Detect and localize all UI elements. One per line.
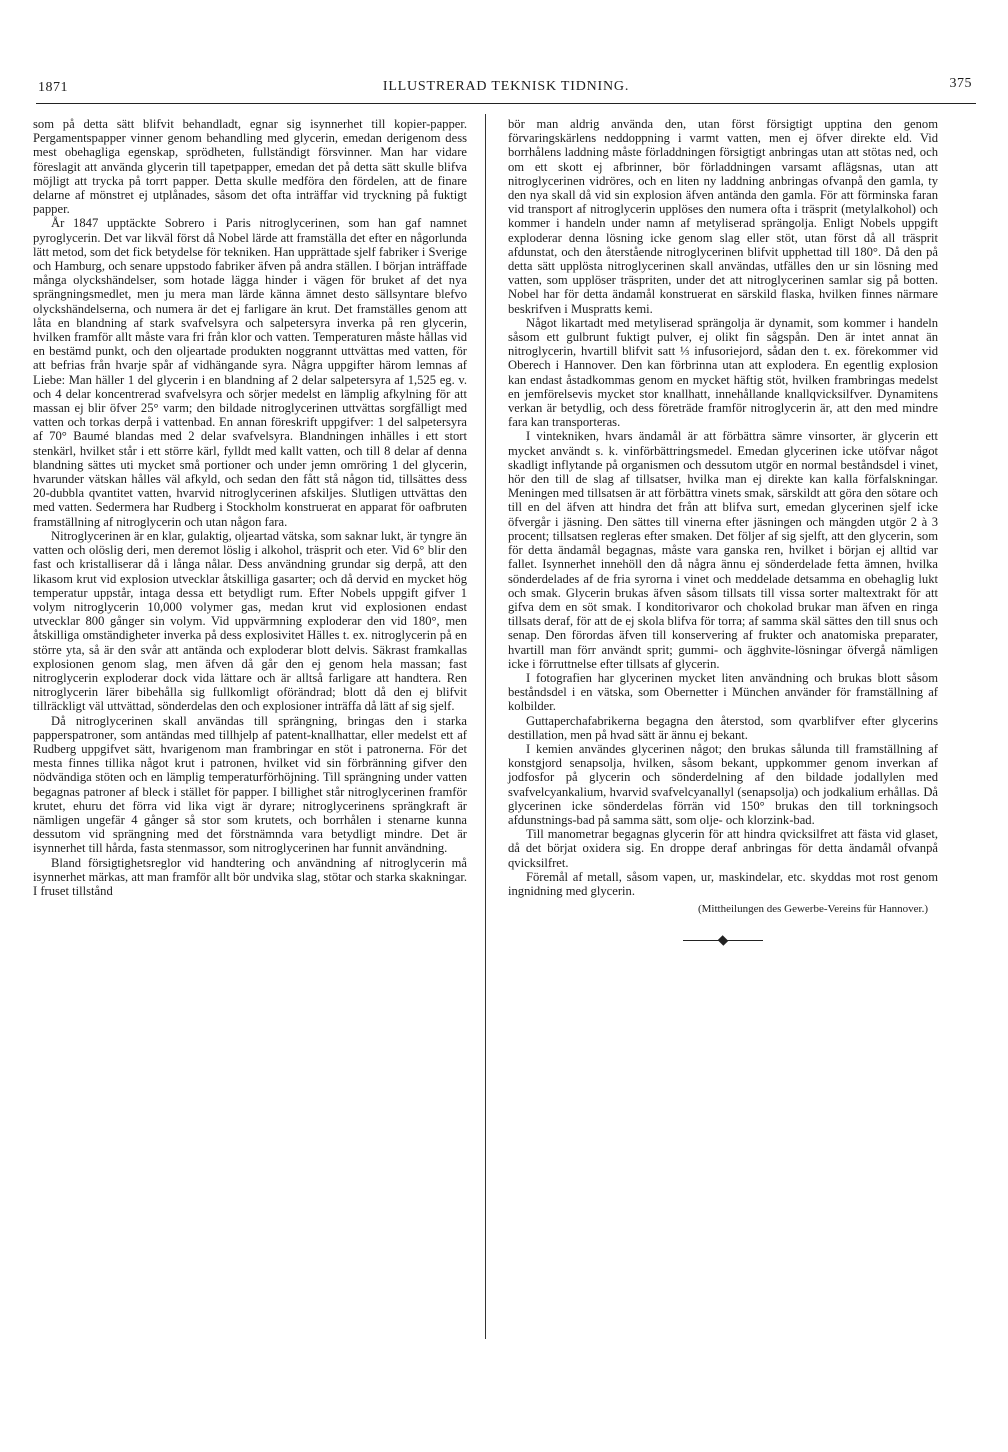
paragraph: Guttaperchafabrikerna begagna den återstod, som qvarblifver efter glycerins destillation, men på hvad sätt är ännu ej bekant.	[508, 713, 938, 742]
header-rule	[36, 103, 976, 104]
journal-title: ILLUSTRERAD TEKNISK TIDNING.	[382, 79, 630, 94]
right-column	[508, 117, 938, 947]
paragraph: År 1847 upptäckte Sobrero i Paris nitroglycerinen, som han gaf namnet pyroglycerin. Det var likväl först då Nobel lärde att framställa det efter en någorlunda lätt metod, som det fick betydelse för tekniken. Han upprättade sjelf fabriker i Sverige och Hamburg, och senare uppstodo fabriker äfven på andra ställen. I början inträffade många olyckshändelser, som hotade lägga hinder i vägen för bruket af det nya sprängningsmedlet, men ju mera man lärde känna ämnet desto sällsyntare blefvo olyckshändelserna, och numera är det ej farligare än krut. Det framställes genom att låta en blandning af stark svafvelsyra och salpetersyra inverka på ren glycerin, hvilken framför allt måste vara fri från klor och vatten. Temperaturen måste hållas vid en bestämd punkt, och den oljeartade produkten noggrannt uttvättas med vatten, för att befrias från hvarje spår af vidhängande syra. Några uppgifter härom lemnas af Liebe: Man häller 1 del glycerin i en blandning af 2 delar salpetersyra af 1,525 eg. v. och 4 delar koncentrerad svafvelsyra och sörjer medelst en lämplig afkylning för att massan ej blir öfver 25° varm; den bildade nitroglycerinen uttvättas sorgfälligt med vatten och torkas derpå i vattenbad. En annan föreskrift uppgifver: 1 del salpetersyra af 70° Baumé blandas med 2 delar svafvelsyra. Blandningen inhälles i ett stort stenkärl, hvilket står i ett större kärl, fylldt med kallt vatten, och till 8 delar af denna blandning sättes uti mycket små portioner och under jemn omröring 1 del glycerin, hvarunder vätskan hålles väl afkyld, och sedan den fått stå någon tid, tillsättes dess 20-dubbla qvantitet vatten, hvarvid nitroglycerinen afskiljes. Slutligen uttvättas den med vatten. Sedermera har Rudberg i Stockholm konstruerat en apparat för oafbruten framställning af nitroglycerin och utan någon fara.	[33, 216, 467, 529]
end-ornament	[681, 932, 765, 946]
paragraph: Nitroglycerinen är en klar, gulaktig, oljeartad vätska, som saknar lukt, är tyngre än vatten och olöslig deri, men deremot löslig i alkohol, träsprit och eter. Vid 6° blir den fast och kristalliserar då i långa nålar. Dess användning grundar sig derpå, att den likasom krut vid explosion utvecklar åtskilliga gasarter; och då dervid en mycket hög temperatur uppstår, intaga dessa ett betydligt rum. Efter Nobels uppgift gifver 1 volym nitroglycerin 10,000 volymer gas, medan krut vid explosionen endast utvecklar 800 gånger sin volym. Vid uppvärmning exploderar den vid 180°, men åtskilliga omständigheter inverka på dess explosivitet Hälles t. ex. nitroglycerin på en större yta, så är den svår att antända och exploderar blott delvis. Säkrast framkallas explosionen genom slag, men äfven då går den ej genom hela massan; fast nitroglycerin exploderar dock vida lättare och är alltså farligare att handtera. Ren nitroglycerin lärer bibehålla sig fullkomligt oförändrad; blott då den ej blifvit tillräckligt väl uttvättad, sönderdelas den och explosioner inträffa då lätt af sig sjelf.	[33, 528, 467, 714]
paragraph: Bland försigtighetsreglor vid handtering och användning af nitroglycerin må isynnerhet märkas, att man framför allt bör undvika slag, stötar och starka skakningar. I fruset tillstånd	[33, 855, 467, 898]
paragraph: I fotografien har glycerinen mycket liten användning och brukas blott såsom beståndsdel i en vätska, som Obernetter i München använder för framställning af kolbilder.	[508, 670, 938, 714]
paragraph: bör man aldrig använda den, utan först försigtigt upptina den genom förvaringskärlens neddoppning i varmt vatten, men ej öfver direkte eld. Vid borrhålens laddning måste förladdningen försigtigt anbringas utan att stötas ned, och om ett skott ej afbrinner, bör förladdningen varsamt aflägsnas, utan att nitroglycerinen vidröres, och en liten ny laddning anbringas ofvanpå den gamla, ty den nya skall då vid sin explosion äfven antända den gamla. För att förminska faran vid transport af nitroglycerin upplöses den numera ofta i träsprit (metylalkohol) och kommer i handeln under namn af metyliserad sprängolja. Enligt Nobels uppgift exploderar denna lösning icke genom slag eller stöt, utan först då all träsprit afdunstat, och den återstående nitroglycerinen blifvit upphettad till 180°. Då den på detta sätt upplösta nitroglycerinen skall användas, utfälles den ur sin lösning med vatten, som upplöser träspriten, under det att nitroglycerinen samlar sig på botten. Nobel har för detta ändamål konstruerat en särskild flaska, hvilken finnes närmare beskrifven i Muspratts kemi.	[508, 117, 938, 316]
page-number: 375	[949, 76, 972, 91]
paragraph: Något likartadt med metyliserad sprängolja är dynamit, som kommer i handeln såsom ett gulbrunt fuktigt pulver, ej olikt fin sågspån. Den är intet annat än nitroglycerin, hvartill blifvit satt ⅓ infusoriejord, sådan den t. ex. förekommer vid Oberech i Hannover. Den kan förbrinna utan att explodera. En egentlig explosion kan endast åstadkommas genom en mycket häftig stöt, hvilken frambringas medelst en jemförelsevis mycket stor knallhatt, innehållande knallqvicksilfver. Dynamitens verkan är betydlig, och dess företräde framför nitroglycerin är, att den med mindre fara kan transporteras.	[508, 315, 938, 430]
source-citation: (Mittheilungen des Gewerbe-Vereins für Hannover.)	[697, 903, 928, 916]
paragraph: som på detta sätt blifvit behandladt, egnar sig isynnerhet till kopier-papper. Pergamentspapper vinner genom behandling med glycerin, emedan derigenom dess mest obehagliga egenskap, sprödheten, fullständigt försvinner. Man har vidare föreslagit att använda glycerin till tapetpapper, emedan det på detta sätt skulle blifva möjligt att trycka på torrt papper. Detta skulle medföra den fördelen, att de finare delarne af mönstret ej utplånades, såsom det ofta inträffar vid tryckning på fuktigt papper.	[33, 117, 467, 217]
column-divider	[485, 114, 486, 1339]
page-header	[36, 76, 976, 100]
left-column	[33, 117, 467, 898]
paragraph: I vintekniken, hvars ändamål är att förbättra sämre vinsorter, är glycerin ett mycket användt s. k. vinförbättringsmedel. Emedan glycerinen icke utöfvar något skadligt inflytande på organismen och dessutom utgör en normal beståndsdel i vinet, hör den till de slag af tillsatser, hvilka man ej direkte kan kalla förfalskningar. Meningen med tillsatsen är att förbättra vinets smak, särskildt att göra den sötare och till en del äfven att hindra det från att blifva surt, emedan glycerinen sjelf icke öfvergår i jäsning. Den sättes till vinerna efter jäsningen och mängden utgör 2 à 3 procent; tillsatsen regleras efter smaken. Det följer af sig sjelft, att den glycerin, som för detta ändamål begagnas, måste vara ganska ren, hvilket i början ej alltid var fallet. Isynnerhet innehöll den då några ännu ej sönderdelade fetta ämnen, hvilka sönderdelades af de fria syrorna i vinet och meddelade detsamma en obehaglig lukt och smak. Glycerin brukas äfven såsom tillsats till vissa sorter maltextrakt för att gifva dem en söt smak. I konditorivaror och chokolad brukar man äfven en ringa tillsats deraf, för att de ej skola blifva för torra; af samma skäl sättes den till snus och senap. Den förordas äfven till konservering af frukter och anatomiska preparater, hvartill man förr användt sprit; gummi- och ägghvite-lösningar öfvergå nämligen icke i förruttnelse efter tillsats af glycerin.	[508, 429, 938, 671]
paragraph: I kemien användes glycerinen något; den brukas sålunda till framställning af konstgjord senapsolja, hvilken, såsom bekant, uppkommer genom inverkan af jodfosfor på glycerin och sönderdelning af den bildade jodallylen med svafvelcyankalium, hvarvid svafvelcyanallyl (senapsolja) och jodkalium erhållas. Då glycerinen icke sönderdelas förrän vid 150° brukas den till torkningsoch afdunstnings-bad på samma sätt, som olje- och klorzink-bad.	[508, 741, 938, 827]
header-year: 1871	[38, 80, 68, 95]
paragraph: Föremål af metall, såsom vapen, ur, maskindelar, etc. skyddas mot rost genom ingnidning med glycerin.	[508, 869, 938, 898]
paragraph: Till manometrar begagnas glycerin för att hindra qvicksilfret att fästa vid glaset, då det börjat oxidera sig. En droppe deraf anbringas för detta ändamål ofvanpå qvicksilfret.	[508, 827, 938, 870]
paragraph: Då nitroglycerinen skall användas till sprängning, bringas den i starka papperspatroner, som antändas med tillhjelp af patent-knallhattar, eller medelst ett af Rudberg uppgifvet sätt, hvarigenom man frambringar en stöt i patronerna. För det mesta finnes tillika något krut i patronen, hvilket vid sin förbränning gifver den nödvändiga stöten och en lämplig temperaturförhöjning. Till sprängning under vatten begagnas patroner af bleck i stället för papper. I billighet står nitroglycerinen framför krutet, ehuru det förra vid lika vigt är dyrare; nitroglycerinens sprängkraft är nämligen ungefär 4 gånger så stor som krutets, och borrhålen i stenarne kunna dessutom vid sprängning med det förstnämnda vara betydligt mindre. Det är isynnerhet till hårda, fasta stenmassor, som nitroglycerinen har funnit användning.	[33, 713, 467, 856]
